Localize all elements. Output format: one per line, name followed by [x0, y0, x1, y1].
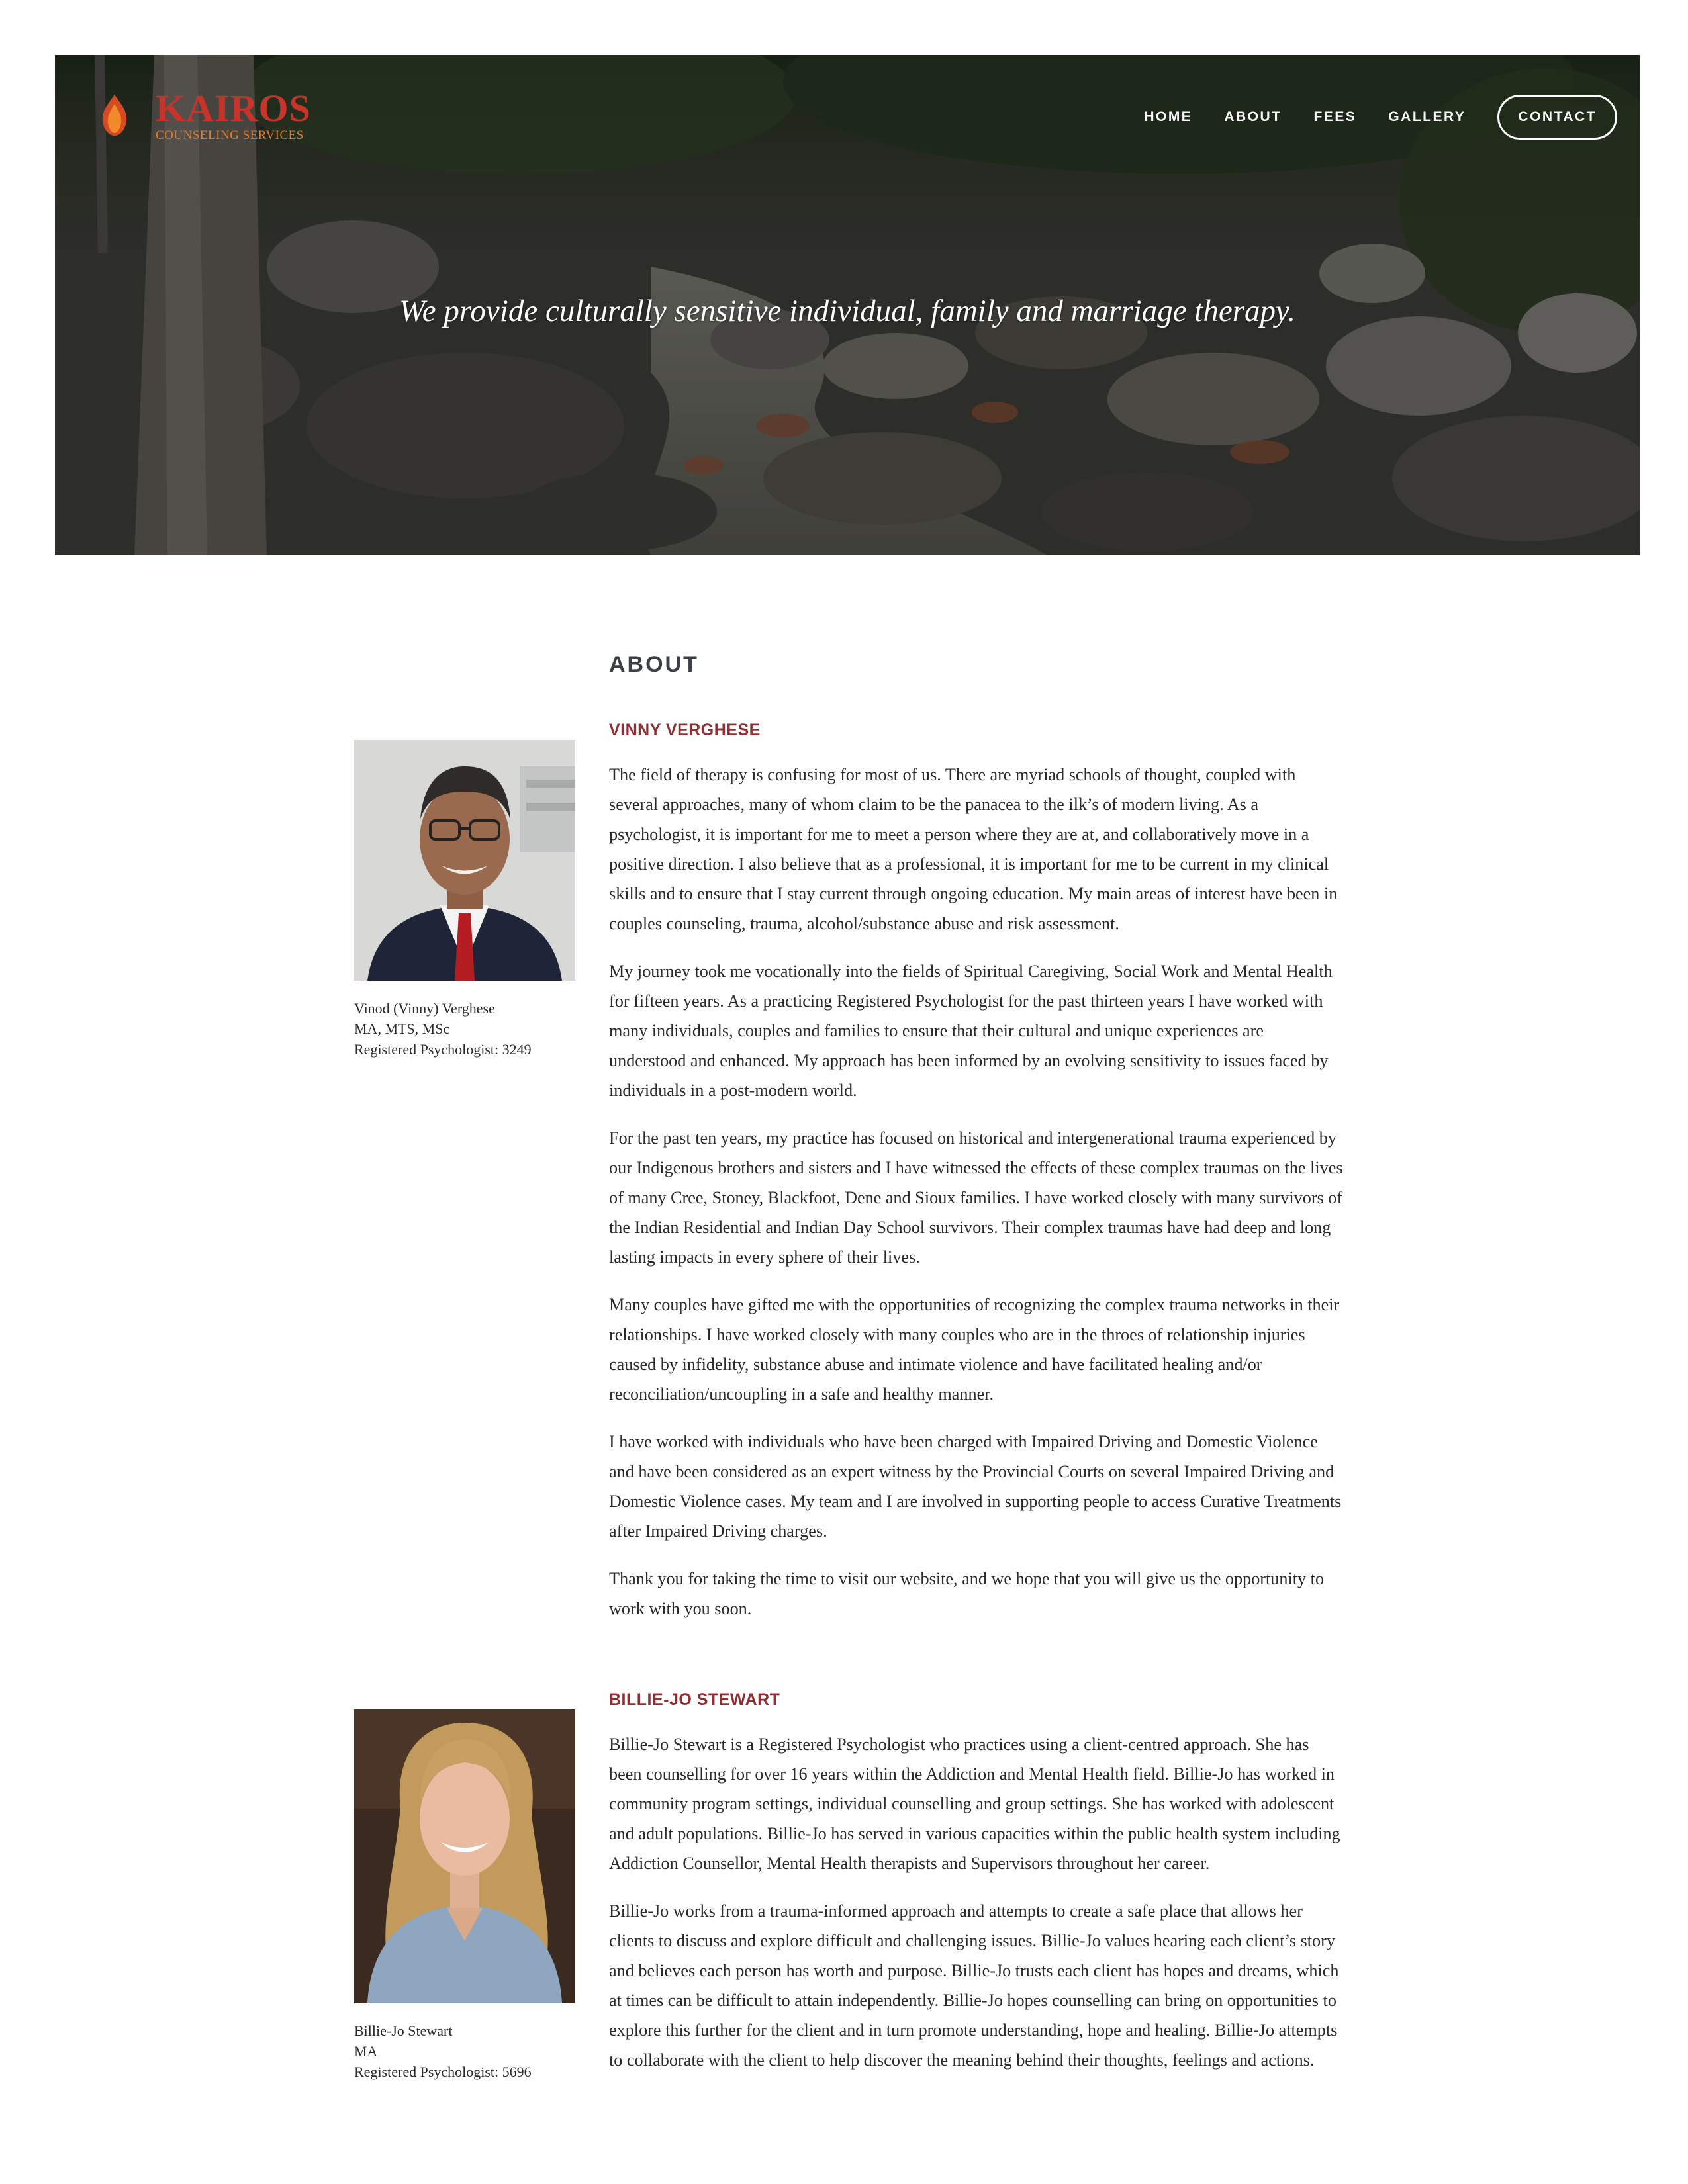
bio-paragraph: My journey took me vocationally into the fields of Spiritual Caregiving, Social Work and Mental Health for fifteen years. As a practicing Registered Psychologist for the past thirteen years I have worked with many individuals, couples and families to ensure that their cultural and unique experiences are understood and enhanced. My approach has been informed by an evolving sensitivity to issues faced by individuals in a post-modern world.: [609, 962, 1333, 1100]
bio-paragraph: I have worked with individuals who have been charged with Impaired Driving and Domestic Violence and have been considered as an expert witness by the Provincial Courts on several Impaired Driving and Domestic Violence cases. My team and I are involved in supporting people to access Curative Treatments after Impaired Driving charges.: [609, 1432, 1342, 1541]
about-heading: ABOUT: [609, 652, 699, 677]
bio-paragraph: Billie-Jo works from a trauma-informed approach and attempts to create a safe place that allows her clients to discuss and explore difficult and challenging issues. Billie-Jo values hearing each client’s story and believes each person has worth and purpose. Billie-Jo trusts each client has hopes and dreams, which at times can be difficult to attain independently. Billie-Jo hopes counselling can bring on opportunities to explore this further for the client and in turn promote understanding, hope and healing. Billie-Jo attempts to collaborate with the client to help discover the meaning behind their thoughts, feelings and actions.: [609, 1901, 1339, 2070]
nav-fees[interactable]: FEES: [1313, 109, 1357, 124]
person-name: VINNY VERGHESE: [609, 721, 761, 739]
hero-tagline: We provide culturally sensitive individual, family and marriage therapy.: [399, 294, 1296, 328]
hero-banner: [55, 55, 1640, 555]
caption-full-name: Vinod (Vinny) Verghese: [354, 1000, 495, 1017]
nav-gallery[interactable]: GALLERY: [1388, 109, 1466, 124]
nav-contact-button[interactable]: CONTACT: [1497, 95, 1617, 140]
main-nav: [1112, 95, 1617, 140]
bio-paragraph: Thank you for taking the time to visit our website, and we hope that you will give us the opportunity to work with you soon.: [609, 1569, 1325, 1618]
portrait-photo-vinny: [354, 740, 575, 981]
flame-icon: [101, 95, 128, 136]
bio-paragraph: For the past ten years, my practice has focused on historical and intergenerational trauma experienced by our Indigenous brothers and sisters and I have witnessed the effects of these complex traumas on the lives of many Cree, Stoney, Blackfoot, Dene and Sioux families. I have worked closely with many survivors of the Indian Residential and Indian Day School survivors. Their complex traumas have had deep and long lasting impacts in every sphere of their lives.: [609, 1128, 1343, 1267]
bio-paragraph: Many couples have gifted me with the opportunities of recognizing the complex trauma networks in their relationships. I have worked closely with many couples who are in the throes of relationship injuries caused by infidelity, substance abuse and intimate violence and have facilitated healing and/or reconciliation/uncoupling in a safe and healthy manner.: [609, 1295, 1340, 1404]
bio-paragraph: The field of therapy is confusing for most of us. There are myriad schools of thought, coupled with several approaches, many of whom claim to be the panacea to the ilk’s of modern living. As a psychologist, it is important for me to meet a person where they are at, and collaboratively move in a positive direction. I also believe that as a professional, it is important for me to be current in my clinical skills and to ensure that I stay current through ongoing education. My main areas of interest have been in couples counseling, trauma, alcohol/substance abuse and risk assessment.: [609, 765, 1338, 933]
logo-name: KAIROS: [156, 87, 311, 130]
nav-about[interactable]: ABOUT: [1224, 109, 1282, 124]
caption-degrees: MA, MTS, MSc: [354, 1021, 450, 1037]
profile-caption: [354, 2021, 575, 2082]
caption-registration: Registered Psychologist: 3249: [354, 1041, 532, 1058]
caption-full-name: Billie-Jo Stewart: [354, 2023, 453, 2039]
caption-registration: Registered Psychologist: 5696: [354, 2064, 532, 2080]
portrait-photo-billie-jo: [354, 1709, 575, 2003]
logo-subtitle: COUNSELING SERVICES: [156, 128, 304, 142]
caption-degrees: MA: [354, 2043, 378, 2060]
nav-home[interactable]: HOME: [1144, 109, 1193, 124]
profile-caption: [354, 998, 575, 1060]
person-name: BILLIE-JO STEWART: [609, 1690, 780, 1709]
bio-paragraph: Billie-Jo Stewart is a Registered Psychologist who practices using a client-centred approach. She has been counselling for over 16 years within the Addiction and Mental Health field. Billie-Jo has worked in community program settings, individual counselling and group settings. She has worked with adolescent and adult populations. Billie-Jo has served in various capacities within the public health system including Addiction Counsellor, Mental Health therapists and Supervisors throughout her career.: [609, 1735, 1340, 1873]
logo[interactable]: [101, 89, 311, 142]
